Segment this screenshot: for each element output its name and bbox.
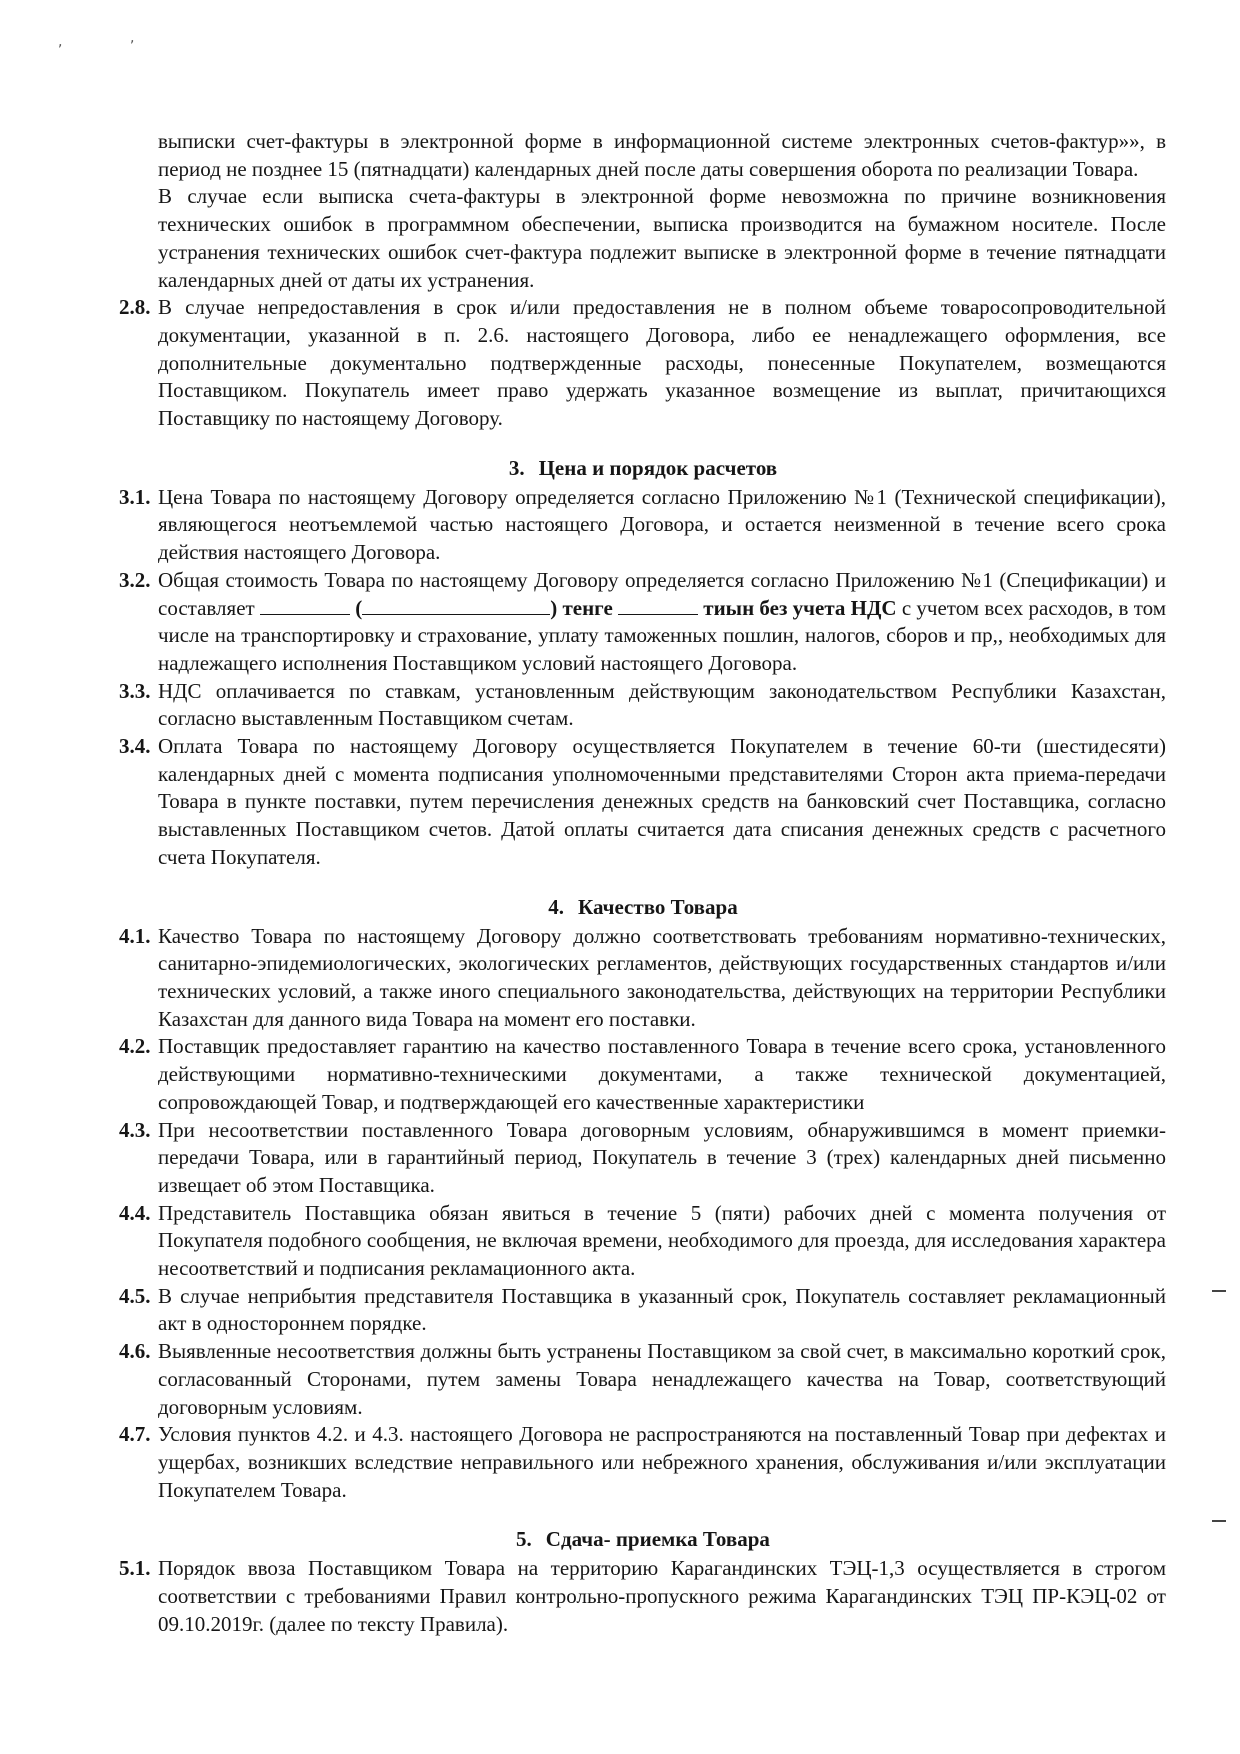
section-title: Качество Товара	[578, 894, 738, 919]
scan-mark: ,	[130, 30, 135, 46]
tiyn-label: тиын без учета НДС	[703, 595, 897, 620]
clause-3-2	[120, 567, 1166, 678]
intro-paragraph: выписки счет-фактуры в электронной форме в информационной системе электронных счетов-фактур»», в период не позднее 15 (пятнадцати) календарных дней после даты совершения оборота по реализации Товара.	[158, 129, 1166, 181]
clause-number: 3.2.	[119, 567, 151, 592]
section-4-heading	[120, 894, 1166, 921]
section-title: Цена и порядок расчетов	[538, 455, 778, 480]
scan-edge-mark	[1212, 1290, 1226, 1292]
amount-words-blank	[362, 596, 550, 615]
clause-text: Условия пунктов 4.2. и 4.3. настоящего Договора не распространяются на поставленный Товар при дефектах и ущербах, возникших вследствие неправильного или небрежного хранения, обслуживания и/или эксплуатации Покупателем Товара.	[158, 1422, 1166, 1502]
clause-text: При несоответствии поставленного Товара договорным условиям, обнаружившимся в момент приемки-передачи Товара, или в гарантийный период, Покупатель в течение 3 (трех) календарных дней письменно извещает об этом Поставщика.	[158, 1117, 1166, 1197]
clause-text: Поставщик предоставляет гарантию на качество поставленного Товара в течение всего срока, установленного действующими нормативно-техническими документами, а также технической документацией, сопровождающей Товар, и подтверждающей его качественные характеристики	[158, 1034, 1166, 1114]
clause-4-4	[120, 1200, 1166, 1283]
scan-edge-mark	[1212, 1520, 1226, 1522]
clause-text-part: Общая стоимость Товара по настоящему Договору определяется согласно Приложению №1 (Спецификации) и составляет	[158, 567, 1166, 620]
section-title: Сдача- приемка Товара	[545, 1527, 770, 1552]
clause-5-1	[120, 1555, 1166, 1638]
clause-text	[158, 567, 1166, 678]
clause-2-8	[120, 294, 1166, 433]
tenge-label: ) тенге	[550, 595, 613, 620]
clause-4-6	[120, 1338, 1166, 1421]
clause-number: 3.4.	[119, 734, 151, 759]
section-5-heading	[120, 1526, 1166, 1553]
clause-number: 3.3.	[119, 678, 151, 703]
clause-number: 4.6.	[119, 1339, 151, 1364]
clause-text: Оплата Товара по настоящему Договору осуществляется Покупателем в течение 60-ти (шестидесяти) календарных дней с момента подписания уполномоченными представителями Сторон акта приема-передачи Товара в пункте поставки, путем перечисления денежных средств на банковский счет Поставщика, согласно выставленных Поставщиком счетов. Датой оплаты считается дата списания денежных средств с расчетного счета Покупателя.	[158, 734, 1166, 869]
clause-number: 5.1.	[119, 1556, 151, 1581]
clause-text-part: с учетом всех расходов, в том числе на транспортировку и страхование, уплату таможенных пошлин, налогов, сборов и пр,, необходимых для надлежащего исполнения Поставщиком условий настоящего Договора.	[158, 595, 1167, 675]
clause-number: 4.7.	[119, 1422, 151, 1447]
amount-blank	[260, 596, 350, 615]
clause-number: 4.4.	[119, 1200, 151, 1225]
clause-text: Выявленные несоответствия должны быть устранены Поставщиком за свой счет, в максимально короткий срок, согласованный Сторонами, путем замены Товара ненадлежащего качества на Товар, соответствующий договорным условиям.	[158, 1339, 1166, 1419]
clause-4-1	[120, 923, 1166, 1034]
scan-mark: ,	[58, 34, 63, 50]
section-number: 3.	[508, 455, 525, 480]
clause-number: 4.3.	[119, 1117, 151, 1142]
intro-paragraph: В случае если выписка счета-фактуры в электронной форме невозможна по причине возникновения технических ошибок в программном обеспечении, выписка производится на бумажном носителе. После устранения технических ошибок счет-фактура подлежит выписке в электронной форме в течение пятнадцати календарных дней от даты их устранения.	[158, 184, 1166, 292]
clause-4-7	[120, 1421, 1166, 1504]
clause-text: НДС оплачивается по ставкам, установленным действующим законодательством Республики Казахстан, согласно выставленным Поставщиком счетам.	[158, 678, 1166, 731]
clause-4-2	[120, 1033, 1166, 1116]
clause-text: Представитель Поставщика обязан явиться в течение 5 (пяти) рабочих дней с момента получения от Покупателя подобного сообщения, не включая времени, необходимого для проезда, для исследования характера несоответствий и подписания рекламационного акта.	[158, 1200, 1166, 1281]
clause-text: В случае непредоставления в срок и/или предоставления не в полном объеме товаросопроводительной документации, указанной в п. 2.6. настоящего Договора, либо ее ненадлежащего оформления, все дополнительные документально подтвержденные расходы, понесенные Покупателем, возмещаются Поставщиком. Покупатель имеет право удержать указанное возмещение из выплат, причитающихся Поставщику по настоящему Договору.	[158, 295, 1166, 431]
clause-3-1	[120, 484, 1166, 567]
tiyn-blank	[618, 596, 698, 615]
section-number: 4.	[548, 894, 565, 919]
clause-text: Качество Товара по настоящему Договору должно соответствовать требованиям нормативно-технических, санитарно-эпидемиологических, экологических регламентов, действующих государственных стандартов и/или технических условий, а также иного специального законодательства, действующих на территории Республики Казахстан для данного вида Товара на момент его поставки.	[158, 923, 1166, 1031]
paren-open: (	[355, 595, 363, 620]
document-body	[120, 128, 1166, 1638]
clause-4-5	[120, 1283, 1166, 1338]
clause-3-4	[120, 733, 1166, 872]
section-number: 5.	[516, 1527, 532, 1552]
clause-number: 4.1.	[119, 923, 151, 948]
clause-number: 4.5.	[119, 1283, 151, 1308]
clause-text: В случае неприбытия представителя Поставщика в указанный срок, Покупатель составляет рекламационный акт в одностороннем порядке.	[158, 1283, 1166, 1336]
clause-3-3	[120, 678, 1166, 733]
clause-text: Порядок ввоза Поставщиком Товара на территорию Карагандинских ТЭЦ-1,3 осуществляется в строгом соответствии с требованиями Правил контрольно-пропускного режима Карагандинских ТЭЦ ПР-КЭЦ-02 от 09.10.2019г. (далее по тексту Правила).	[158, 1556, 1166, 1636]
clause-4-3	[120, 1117, 1166, 1200]
section-3-heading	[120, 455, 1166, 482]
clause-number: 4.2.	[119, 1034, 151, 1059]
clause-number: 3.1.	[119, 484, 151, 509]
clause-number: 2.8.	[119, 295, 151, 320]
clause-text: Цена Товара по настоящему Договору определяется согласно Приложению №1 (Технической спецификации), являющегося неотъемлемой частью настоящего Договора, и остается неизменной в течение всего срока действия настоящего Договора.	[158, 484, 1166, 565]
